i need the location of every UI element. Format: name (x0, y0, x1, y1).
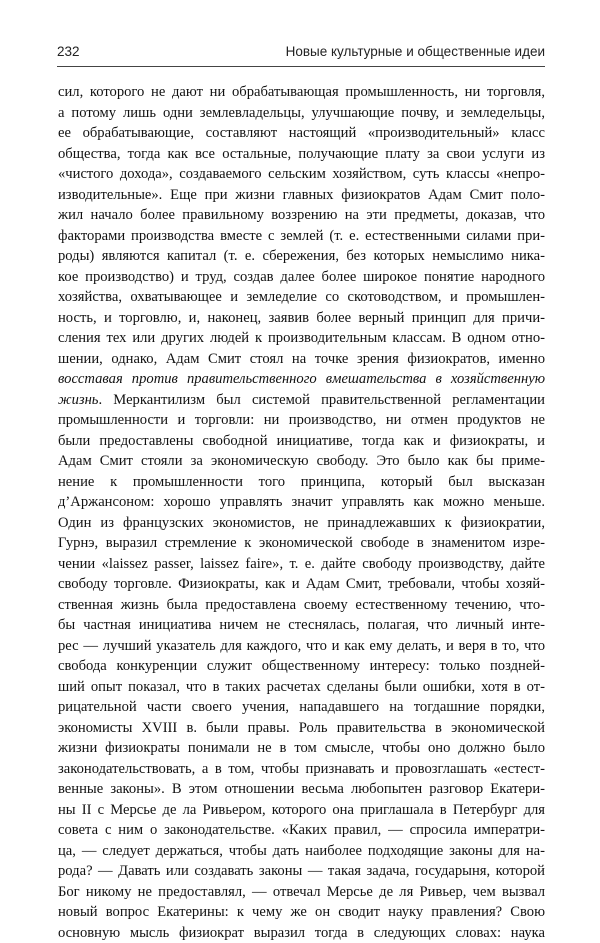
text-line: ственная жизнь была предоставлена своему естественному течению, что- (58, 595, 545, 616)
page-header (57, 44, 545, 66)
text-line: Адам Смит стояли за экономическую свободу. Это было как бы приме- (58, 451, 545, 472)
text-line: Бог никому не предоставлял, — отвечал Мерсье де ля Ривьер, чем вызвал (58, 882, 545, 903)
text-line: чении «laissez passer, laissez faire», т. е. дайте свободу производству, дайте (58, 554, 545, 575)
text-line: ший опыт показал, что в таких расчетах сделаны были ошибки, хотя в от- (58, 677, 545, 698)
text-line: совета с ним о законодательстве. «Каких правил, — спросила императри- (58, 820, 545, 841)
text-line: рицательной части своего учения, нападавшего на тогдашние порядки, (58, 697, 545, 718)
text-line: новый вопрос Екатерины: к чему же он сводит науку правления? Свою (58, 902, 545, 923)
running-title: Новые культурные и общественные идеи (286, 44, 545, 59)
text-line: а потому лишь одни землевладельцы, улучшающие почву, и земледельцы, (58, 103, 545, 124)
text-line: жизни физиократы понимали не в том смысле, чтобы оно должно было (58, 738, 545, 759)
text-line: венные законы». В этом отношении весьма любопытен разговор Екатери- (58, 779, 545, 800)
text-line: сил, которого не дают ни обрабатывающая промышленность, ни торговля, (58, 82, 545, 103)
text-line: роды) являются капитал (т. е. сбережения, без которых немыслимо ника- (58, 246, 545, 267)
text-line: рода? — Давать или создавать законы — такая задача, государыня, которой (58, 861, 545, 882)
text-line: изводительные». Еще при жизни главных физиократов Адам Смит поло- (58, 185, 545, 206)
text-line: были предоставлены свободной инициативе, тогда как и физиократы, и (58, 431, 545, 452)
text-line: ее обрабатывающие, составляют настоящий «производительный» класс (58, 123, 545, 144)
text-line: экономисты XVIII в. были правы. Роль правительства в экономической (58, 718, 545, 739)
text-line: ны II с Мерсье де ла Ривьером, которого она приглашала в Петербург для (58, 800, 545, 821)
text-line: Один из французских экономистов, не принадлежавших к физиократии, (58, 513, 545, 534)
text-line: жизнь. Меркантилизм был системой правительственной регламентации (58, 390, 545, 411)
body-text (58, 82, 545, 943)
text-line: сления тех или других людей к производительным классам. В одном отно- (58, 328, 545, 349)
text-line: ность, и торговлю, и, наконец, заявив более верный принцип для причи- (58, 308, 545, 329)
text-line: рес — лучший указатель для каждого, что и как ему делать, и веря в то, что (58, 636, 545, 657)
text-line: бы частная инициатива ничем не стеснялась, полагая, что личный инте- (58, 615, 545, 636)
text-line: нение к промышленности того принципа, который был высказан (58, 472, 545, 493)
text-line: факторами производства вместе с землей (т. е. естественными силами при- (58, 226, 545, 247)
text-line: «чистого дохода», создаваемого сельским хозяйством, суть классы «непро- (58, 164, 545, 185)
text-line: шении, однако, Адам Смит стоял на точке зрения физиократов, именно (58, 349, 545, 370)
text-line: свободу торговле. Физиократы, как и Адам Смит, требовали, чтобы хозяй- (58, 574, 545, 595)
text-line: основную мысль физиократ выразил тогда в следующих словах: наука (58, 923, 545, 943)
text-line: жил начало более правильному воззрению на эти предметы, доказав, что (58, 205, 545, 226)
text-line: общества, тогда как все остальные, получающие плату за свои услуги из (58, 144, 545, 165)
text-line: хозяйства, охватывающее и земледелие со скотоводством, и промышлен- (58, 287, 545, 308)
text-line: восставая против правительственного вмешательства в хозяйственную (58, 369, 545, 390)
text-line: ца, — следует держаться, чтобы дать наиболее подходящие законы для на- (58, 841, 545, 862)
header-rule (57, 66, 545, 67)
text-line: д’Аржансоном: хорошо управлять значит управлять как можно меньше. (58, 492, 545, 513)
text-line: законодательствовать, а в том, чтобы признавать и провозглашать «естест- (58, 759, 545, 780)
text-line: кое производство) и труд, создав далее более широкое понятие народного (58, 267, 545, 288)
page-number: 232 (57, 44, 80, 59)
text-line: свобода конкуренции служит общественному интересу: только поздней- (58, 656, 545, 677)
text-line: промышленности и торговли: ни производство, ни отмен продуктов не (58, 410, 545, 431)
text-line: Гурнэ, выразил стремление к экономической свободе в знаменитом изре- (58, 533, 545, 554)
